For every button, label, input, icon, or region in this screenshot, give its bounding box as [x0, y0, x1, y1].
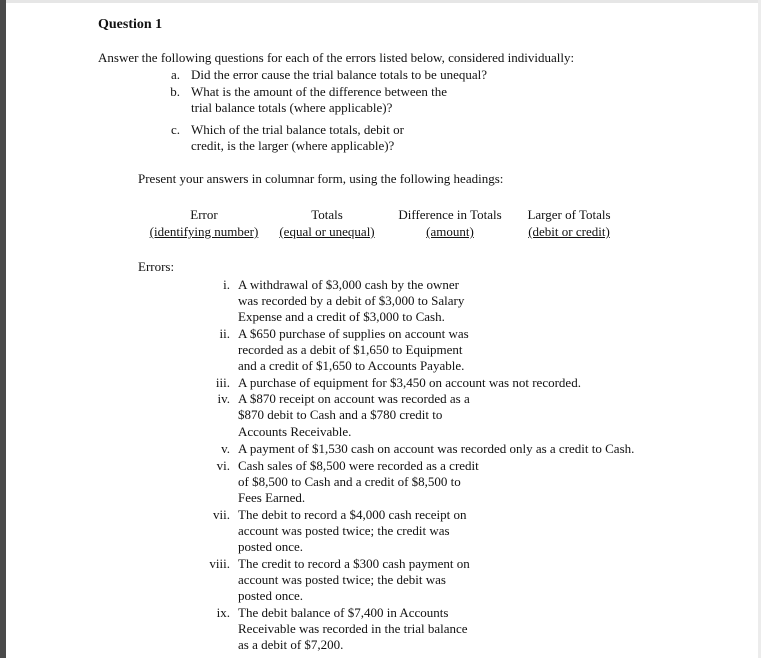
error-line: posted once.	[238, 539, 303, 554]
errors-label: Errors:	[138, 259, 175, 274]
error-line: Expense and a credit of $3,000 to Cash.	[238, 309, 445, 324]
heading-difference-subtitle: (amount)	[426, 224, 474, 239]
error-line: Receivable was recorded in the trial balance	[238, 621, 468, 636]
heading-error-subtitle: (identifying number)	[149, 224, 259, 239]
error-line: A withdrawal of $3,000 cash by the owner	[238, 277, 459, 292]
error-line: account was posted twice; the credit was	[238, 523, 450, 538]
heading-difference-title: Difference in Totals	[398, 207, 502, 222]
error-line: Cash sales of $8,500 were recorded as a credit	[238, 458, 479, 473]
error-marker: ix.	[216, 605, 230, 620]
error-line: A payment of $1,530 cash on account was recorded only as a credit to Cash.	[238, 441, 635, 456]
error-line: A $650 purchase of supplies on account was	[238, 326, 469, 341]
question-line: What is the amount of the difference between the	[191, 84, 448, 99]
error-line: The debit to record a $4,000 cash receipt on	[238, 507, 467, 522]
intro-text: Answer the following questions for each of the errors listed below, considered individually:	[98, 50, 575, 65]
error-line: was recorded by a debit of $3,000 to Salary	[238, 293, 465, 308]
question-line: Which of the trial balance totals, debit or	[191, 122, 404, 137]
heading-totals-subtitle: (equal or unequal)	[279, 224, 375, 239]
error-line: recorded as a debit of $1,650 to Equipment	[238, 342, 463, 357]
error-line: $870 debit to Cash and a $780 credit to	[238, 407, 443, 422]
error-marker: iv.	[217, 391, 230, 406]
heading-larger-subtitle: (debit or credit)	[528, 224, 610, 239]
error-line: as a debit of $7,200.	[238, 637, 344, 652]
error-marker: v.	[221, 441, 230, 456]
question-line: trial balance totals (where applicable)?	[191, 100, 393, 115]
document-page	[6, 3, 758, 658]
error-line: posted once.	[238, 588, 303, 603]
error-line: The credit to record a $300 cash payment on	[238, 556, 470, 571]
error-marker: vi.	[216, 458, 230, 473]
error-marker: i.	[223, 277, 230, 292]
error-line: A $870 receipt on account was recorded as a	[238, 391, 470, 406]
error-line: Accounts Receivable.	[238, 424, 352, 439]
present-instructions: Present your answers in columnar form, using the following headings:	[138, 171, 504, 186]
question-marker: c.	[170, 122, 180, 137]
error-line: and a credit of $1,650 to Accounts Payable.	[238, 358, 465, 373]
question-line: Did the error cause the trial balance totals to be unequal?	[191, 67, 487, 82]
question-marker: a.	[170, 67, 180, 82]
question-marker: b.	[170, 84, 180, 99]
heading-totals-title: Totals	[311, 207, 343, 222]
error-marker: ii.	[219, 326, 230, 341]
error-line: A purchase of equipment for $3,450 on account was not recorded.	[238, 375, 581, 390]
error-line: of $8,500 to Cash and a credit of $8,500 to	[238, 474, 461, 489]
error-marker: viii.	[209, 556, 230, 571]
heading-larger-title: Larger of Totals	[527, 207, 611, 222]
error-marker: vii.	[213, 507, 230, 522]
error-marker: iii.	[215, 375, 230, 390]
heading-error-title: Error	[190, 207, 218, 222]
question-line: credit, is the larger (where applicable)?	[191, 138, 395, 153]
error-line: account was posted twice; the debit was	[238, 572, 446, 587]
question-title: Question 1	[98, 17, 163, 32]
error-line: Fees Earned.	[238, 490, 306, 505]
error-line: The debit balance of $7,400 in Accounts	[238, 605, 449, 620]
